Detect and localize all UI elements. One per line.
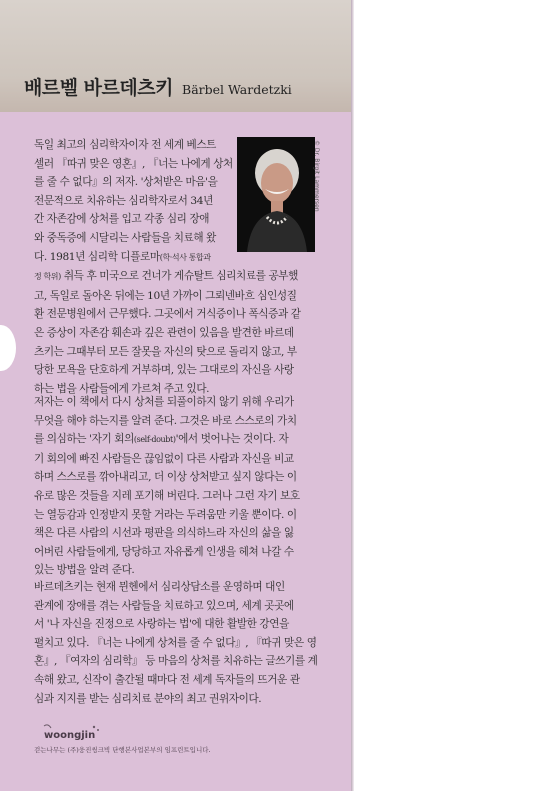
text-line: 속해 왔고, 신작이 출간될 때마다 전 세계 독자들의 뜨거운 관 (34, 673, 300, 686)
text-line: 책은 다른 사람의 시선과 평판을 의식하느라 자신의 삶을 잃 (34, 527, 294, 540)
photo-credit: © Dr. Birgit Lammersen (313, 140, 320, 212)
text-line: 독일 최고의 심리학자이자 전 세계 베스트 (34, 139, 217, 151)
text-line: 다. 1981년 심리학 디플로마(학·석사 통합과 (34, 250, 211, 263)
woongjin-logo-icon (42, 722, 102, 742)
bio-paragraph (34, 136, 301, 398)
career-paragraph (34, 578, 317, 708)
text-line: 환 전문병원에서 근무했다. 그곳에서 거식증이나 폭식증과 같 (34, 308, 301, 321)
text-line: 와 중독증에 시달리는 사람들을 치료해 왔 (34, 231, 217, 244)
author-name-english: Bärbel Wardetzki (182, 82, 292, 97)
text-line: 있는 방법을 알려 준다. (34, 564, 135, 577)
publisher-logo-text: woongjin (44, 730, 96, 741)
text-line: 츠키는 그때부터 모든 잘못을 자신의 탓으로 돌리지 않고, 부 (34, 345, 297, 358)
text-line: 를 줄 수 없다』의 저자. '상처받은 마음'을 (34, 176, 218, 189)
text-line: 간 자존감에 상처를 입고 각종 심리 장애 (34, 213, 210, 226)
text-line: 고, 독일로 돌아온 뒤에는 10년 가까이 그뢰넨바흐 심인성질 (34, 289, 297, 302)
text-line: 은 증상이 자존감 훼손과 깊은 관련이 있음을 발견한 바르데 (34, 326, 294, 339)
book-paragraph (34, 393, 300, 580)
text-line: 저자는 이 책에서 다시 상처를 되풀이하지 않기 위해 우리가 (34, 396, 294, 408)
text-line: 셀러 『따귀 맞은 영혼』, 『너는 나에게 상처 (34, 157, 233, 170)
text-line: 심과 지지를 받는 심리치료 분야의 최고 권위자이다. (34, 692, 262, 705)
text-line: 바르데츠키는 현재 뮌헨에서 심리상담소를 운영하며 대인 (34, 581, 285, 593)
text-line: 당한 모욕을 단호하게 거부하며, 있는 그대로의 자신을 사랑 (34, 364, 294, 377)
publisher-logo (42, 722, 102, 742)
text-line: 는 열등감과 인정받지 못할 거라는 두려움만 키울 뿐이다. 이 (34, 508, 297, 521)
text-line: 어버린 사람들에게, 당당하고 자유롭게 인생을 헤쳐 나갈 수 (34, 545, 294, 558)
text-line: 무엇을 해야 하는지를 알려 준다. 그것은 바로 스스로의 가치 (34, 414, 297, 427)
text-line: 서 '나 자신을 진정으로 사랑하는 법'에 대한 활발한 강연을 (34, 618, 289, 631)
imprint-footer: 걷는나무는 (주)웅진씽크빅 단행본사업본부의 임프린트입니다. (34, 746, 211, 754)
text-line: 유로 많은 것들을 지레 포기해 버린다. 그러나 그런 자기 보호 (34, 489, 300, 502)
text-line: 하는 법을 사람들에게 가르쳐 주고 있다. (34, 382, 210, 395)
text-line: 를 의심하는 '자기 회의(self-doubt)'에서 벗어나는 것이다. 자 (34, 433, 289, 446)
text-line: 정 학위) 취득 후 미국으로 건너가 게슈탈트 심리치료를 공부했 (34, 270, 298, 283)
text-line: 펼치고 있다. 『너는 나에게 상처를 줄 수 없다』, 『따귀 맞은 영 (34, 636, 317, 649)
text-line: 하며 스스로를 깎아내리고, 더 이상 상처받고 싶지 않다는 이 (34, 471, 297, 484)
text-line: 전문적으로 치유하는 심리학자로서 34년 (34, 194, 213, 207)
author-title (24, 73, 292, 100)
text-line: 관계에 장애를 겪는 사람들을 치료하고 있으며, 세계 곳곳에 (34, 599, 294, 612)
flap-edge (351, 0, 354, 791)
author-name-korean: 배르벨 바르데츠키 (24, 77, 173, 99)
text-line: 혼』, 『여자의 심리학』 등 마음의 상처를 치유하는 글쓰기를 계 (34, 655, 318, 668)
text-line: 기 회의에 빠진 사람들은 끊임없이 다른 사람과 자신을 비교 (34, 452, 294, 465)
